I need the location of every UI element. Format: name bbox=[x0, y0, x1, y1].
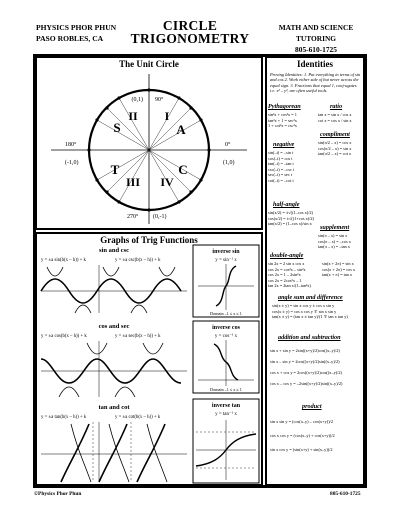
section-product: product bbox=[302, 403, 322, 410]
tan-cot-title: tan and cot bbox=[98, 404, 130, 411]
dbl-2: cos 2x = cos²x – sin²x bbox=[268, 266, 306, 272]
quadrant-number-i: I bbox=[164, 109, 170, 123]
contact-block bbox=[262, 22, 370, 55]
quadrant-letter-s: S bbox=[113, 120, 121, 135]
quadrant-letter-c: C bbox=[178, 162, 188, 177]
sin-csc-graph bbox=[39, 245, 189, 315]
publisher-name: PHYSICS PHOR PHUN bbox=[36, 23, 117, 32]
sum-2: cos(x ± y) = cos x cos y ∓ sin x sin y bbox=[272, 308, 337, 314]
neg-1: sin(–t) = –sin t bbox=[268, 150, 294, 155]
ratio-2: cot x = cos x / sin x bbox=[318, 117, 352, 123]
addsub-2: sin x – sin y = 2cos((x+y)/2)sin((x–y)/2) bbox=[270, 359, 340, 364]
sum-3: tan(x ± y) = (tan x ± tan y)/(1 ∓ tan x tan y) bbox=[272, 314, 348, 320]
sec-equation: y = ±a sec(b(x – h)) + k bbox=[115, 334, 161, 339]
inverse-sin-graph bbox=[192, 244, 260, 318]
prod-1: sin x sin y = (cos(x–y) – cos(x+y))/2 bbox=[270, 419, 333, 424]
prod-3: sin x cos y = (sin(x+y) + sin(x–y))/2 bbox=[270, 447, 333, 452]
point-top: (0,1) bbox=[131, 97, 143, 103]
supp-2: cos(π – x) = –cos x bbox=[318, 238, 351, 244]
inv-cos-equation: y = cos⁻¹ x bbox=[214, 334, 238, 339]
half-2: cos(x/2) = ±√((1+cos x)/2) bbox=[268, 215, 314, 221]
angle-180: 180° bbox=[65, 142, 77, 148]
per-3: tan(x + π) = tan x bbox=[322, 272, 353, 278]
inv-tan-equation: y = tan⁻¹ x bbox=[215, 412, 237, 417]
comp-2: cos(π/2 – x) = sin x bbox=[318, 145, 352, 151]
dbl-5: tan 2x = 2tan x/(1–tan²x) bbox=[268, 283, 311, 289]
ratio-1: tan x = sin x / cos x bbox=[318, 112, 352, 117]
pyth-1: sin²x + cos²x = 1 bbox=[268, 112, 297, 117]
section-supplement: supplement bbox=[320, 224, 350, 231]
angle-sum-identities bbox=[272, 303, 348, 320]
per-1: sin(x + 2π) = sin x bbox=[322, 261, 354, 266]
quadrant-letter-t: T bbox=[110, 162, 120, 177]
phone-number: 805-610-1725 bbox=[295, 45, 337, 54]
pythagorean-identities bbox=[268, 112, 297, 129]
addsub-4: cos x – cos y = –2sin((x+y)/2)sin((x–y)/2) bbox=[270, 381, 343, 386]
section-add-sub: addition and subtraction bbox=[278, 334, 341, 341]
point-bottom: (0,-1) bbox=[153, 214, 167, 220]
section-double-angle: double-angle bbox=[270, 252, 304, 259]
point-right: (1,0) bbox=[223, 160, 235, 166]
comp-1: sin(π/2 – x) = cos x bbox=[318, 140, 352, 145]
inv-sin-title: inverse sin bbox=[212, 249, 240, 255]
graphs-title: Graphs of Trig Functions bbox=[100, 235, 198, 245]
per-2: cos(x + 2π) = cos x bbox=[322, 266, 356, 272]
ratio-identities bbox=[318, 112, 352, 123]
inv-sin-domain: Domain –1 ≤ x ≤ 1 bbox=[210, 311, 242, 316]
inverse-cos-graph bbox=[192, 320, 260, 394]
inv-cos-title: inverse cos bbox=[212, 325, 240, 331]
double-angle-identities bbox=[268, 261, 311, 289]
publisher-location: PASO ROBLES, CA bbox=[36, 34, 104, 43]
section-negative: negative bbox=[273, 141, 295, 148]
section-compliment: compliment bbox=[320, 131, 350, 138]
tutoring-label: MATH AND SCIENCE TUTORING bbox=[278, 23, 354, 43]
angle-90: 90° bbox=[155, 97, 164, 103]
inv-tan-title: inverse tan bbox=[211, 403, 241, 409]
product-identities bbox=[270, 415, 335, 457]
cos-sec-graph bbox=[39, 321, 189, 399]
phone-footer: 805-610-1725 bbox=[330, 491, 361, 497]
section-ratio: ratio bbox=[330, 103, 343, 110]
inverse-tan-graph bbox=[192, 398, 260, 484]
angle-0: 0° bbox=[225, 142, 231, 148]
proving-identities-note: Proving Identities: 1. Put everything in terms of sin and cos 2. Work either side of but never across the equal sign. 3. Fractions that equal 1, conj-ugates i.e. x² – y², are often useful tools. bbox=[270, 72, 361, 94]
addsub-3: cos x + cos y = 2cos((x+y)/2)cos((x–y)/2) bbox=[270, 370, 342, 375]
quadrant-number-iii: III bbox=[125, 175, 141, 189]
supp-1: sin(π – x) = sin x bbox=[318, 233, 348, 238]
neg-4: csc(–t) = –csc t bbox=[268, 166, 295, 172]
pyth-3: 1 + cot²x = csc²x bbox=[268, 123, 297, 129]
tan-cot-graph bbox=[39, 402, 189, 484]
unit-circle-figure bbox=[37, 68, 261, 228]
negative-identities bbox=[268, 150, 294, 184]
identities-title: Identities bbox=[297, 59, 333, 69]
point-left: (-1,0) bbox=[65, 160, 79, 166]
quadrant-number-ii: II bbox=[128, 109, 138, 123]
neg-6: cot(–t) = –cot t bbox=[268, 177, 294, 183]
supp-3: tan(π – x) = –tan x bbox=[318, 244, 350, 250]
half-1: sin(x/2) = ±√((1–cos x)/2) bbox=[268, 210, 313, 215]
section-angle-sum: angle sum and difference bbox=[278, 294, 343, 301]
angle-270: 270° bbox=[127, 214, 139, 220]
quadrant-letter-a: A bbox=[176, 122, 186, 137]
addsub-1: sin x + sin y = 2sin((x+y)/2)cos((x–y)/2) bbox=[270, 348, 340, 353]
neg-2: cos(–t) = cos t bbox=[268, 155, 293, 161]
csc-equation: y = ±a csc(b(x – h)) + k bbox=[115, 258, 161, 263]
sin-equation: y = ±a sin(b(x – h)) + k bbox=[41, 258, 86, 263]
periodic-identities bbox=[322, 261, 355, 278]
sin-csc-title: sin and csc bbox=[99, 247, 129, 254]
sum-1: sin(x ± y) = sin x cos y ± cos x sin y bbox=[272, 303, 335, 308]
inv-sin-equation: y = sin⁻¹ x bbox=[215, 258, 237, 263]
tan-equation: y = ±a tan(b(x – h)) + k bbox=[41, 415, 87, 420]
prod-2: cos x cos y = (cos(x–y) + cos(x+y))/2 bbox=[270, 433, 335, 438]
title-line-1: CIRCLE bbox=[162, 18, 218, 33]
page-title bbox=[130, 19, 250, 45]
section-half-angle: half-angle bbox=[273, 201, 300, 208]
inv-cos-domain: Domain –1 ≤ x ≤ 1 bbox=[210, 387, 242, 392]
dbl-3: cos 2x = 1 – 2sin²x bbox=[268, 272, 301, 278]
cos-equation: y = ±a cos(b(x – h)) + k bbox=[41, 334, 87, 339]
unit-circle-title: The Unit Circle bbox=[119, 59, 179, 69]
section-pythagorean: Pythagorean bbox=[268, 103, 301, 110]
dbl-4: cos 2x = 2cos²x – 1 bbox=[268, 277, 302, 283]
half-3: tan(x/2) = (1–cos x)/sin x bbox=[268, 221, 312, 227]
half-angle-identities bbox=[268, 210, 314, 227]
cos-sec-title: cos and sec bbox=[98, 323, 130, 330]
title-line-2: TRIGONOMETRY bbox=[130, 31, 250, 46]
supplement-identities bbox=[318, 233, 351, 250]
dbl-1: sin 2x = 2 sin x cos x bbox=[268, 261, 305, 266]
neg-5: sec(–t) = sec t bbox=[268, 172, 293, 178]
quadrant-number-iv: IV bbox=[160, 175, 174, 189]
compliment-identities bbox=[318, 140, 351, 157]
pyth-2: tan²x + 1 = sec²x bbox=[268, 117, 297, 123]
comp-3: tan(π/2 – x) = cot x bbox=[318, 151, 352, 157]
cot-equation: y = ±a cot(b(x – h)) + k bbox=[115, 415, 161, 420]
neg-3: tan(–t) = –tan t bbox=[268, 161, 294, 167]
publisher-block bbox=[36, 22, 116, 44]
copyright-footer: ©Physics Phor Phun bbox=[34, 491, 82, 497]
add-sub-identities bbox=[270, 345, 342, 389]
